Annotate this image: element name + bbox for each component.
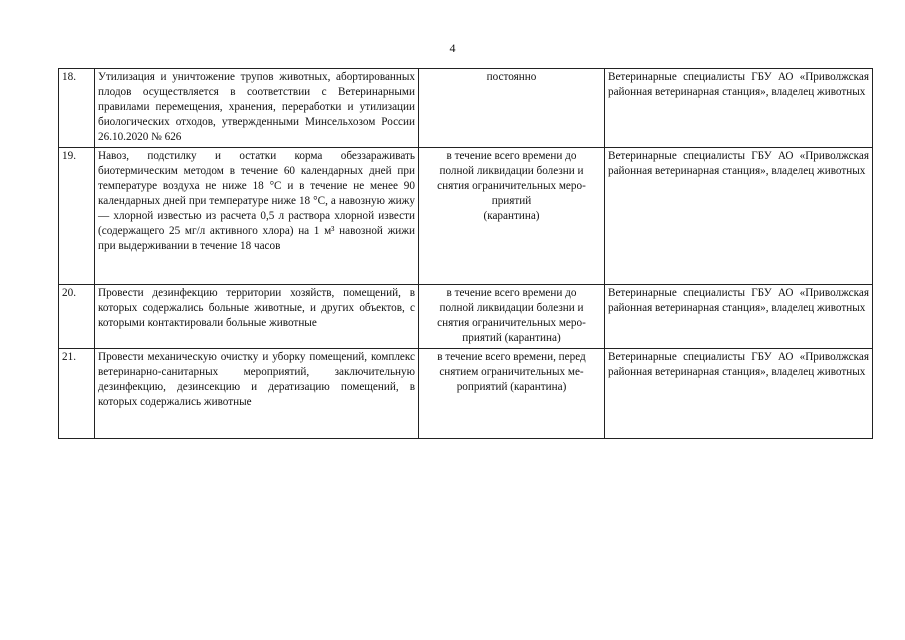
measure-responsible: Ветеринарные специалисты ГБУ АО «Приволжская районная ветеринарная станция», владелец животных xyxy=(605,69,873,148)
term-line: (карантина) xyxy=(483,210,540,222)
term-line: роприятий (карантина) xyxy=(456,381,567,393)
measure-text: Навоз, подстилку и остатки корма обеззараживать биотермическим методом в течение 60 календарных дней при температуре воздуха не ниже 18 °С и в течение не менее 90 календарных дней при температуре ниже 18 °С, а навозную жижу — хлорной известью из расчета 0,5 л раствора хлорной извести (содержащего 25 мг/л активного хлора) на 1 м³ навозной жижи при выдерживании в течение 18 часов xyxy=(95,148,419,285)
row-number: 19. xyxy=(59,148,95,285)
row-number: 18. xyxy=(59,69,95,148)
term-line: приятий xyxy=(491,195,532,207)
row-number: 21. xyxy=(59,349,95,439)
measure-responsible: Ветеринарные специалисты ГБУ АО «Приволжская районная ветеринарная станция», владелец животных xyxy=(605,148,873,285)
measure-text: Провести механическую очистку и уборку помещений, комплекс ветеринарно-санитарных мероприятий, заключительную дезинфекцию, дезинсекцию и дератизацию помещений, в которых содержались животные xyxy=(95,349,419,439)
measure-term xyxy=(419,285,605,349)
measure-term xyxy=(419,349,605,439)
measures-table xyxy=(58,68,873,439)
table-row xyxy=(59,148,873,285)
table-row xyxy=(59,349,873,439)
term-line: приятий (карантина) xyxy=(462,332,561,344)
measure-term xyxy=(419,69,605,148)
table-row xyxy=(59,285,873,349)
term-line: в течение всего времени до xyxy=(446,287,577,299)
table-row xyxy=(59,69,873,148)
page-number: 4 xyxy=(449,41,456,55)
term-line: снятием ограничительных ме- xyxy=(439,366,584,378)
row-number: 20. xyxy=(59,285,95,349)
term-line: снятия ограничительных меро- xyxy=(437,317,586,329)
measure-text: Утилизация и уничтожение трупов животных, абортированных плодов осуществляется в соответствии с Ветеринарными правилами перемещения, хранения, переработки и утилизации биологических отходов, утвержденными Минсельхозом России 26.10.2020 № 626 xyxy=(95,69,419,148)
term-line: полной ликвидации болезни и xyxy=(439,302,584,314)
term-line: в течение всего времени до xyxy=(446,150,577,162)
measure-responsible: Ветеринарные специалисты ГБУ АО «Приволжская районная ветеринарная станция», владелец животных xyxy=(605,349,873,439)
term-line: в течение всего времени, перед xyxy=(437,351,586,363)
term-line: постоянно xyxy=(486,71,537,83)
term-line: полной ликвидации болезни и xyxy=(439,165,584,177)
measure-text: Провести дезинфекцию территории хозяйств, помещений, в которых содержались больные животные, и других объектов, с которыми контактировали больные животные xyxy=(95,285,419,349)
measure-responsible: Ветеринарные специалисты ГБУ АО «Приволжская районная ветеринарная станция», владелец животных xyxy=(605,285,873,349)
measure-term xyxy=(419,148,605,285)
term-line: снятия ограничительных меро- xyxy=(437,180,586,192)
